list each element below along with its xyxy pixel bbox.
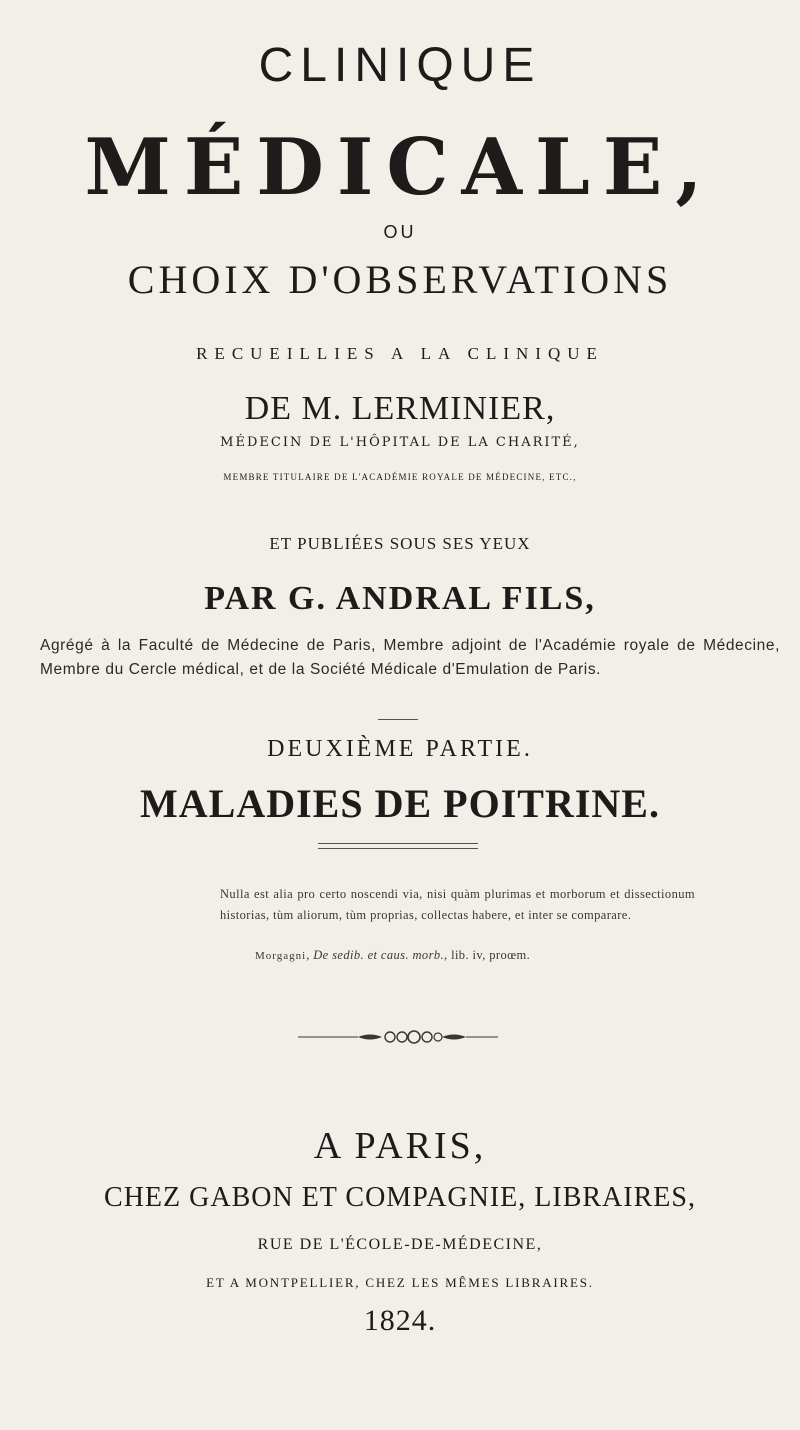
epigraph-citation: Morgagni, De sedib. et caus. morb., lib. iv, proœm.: [255, 948, 531, 962]
imprint-publisher: CHEZ GABON ET COMPAGNIE, LIBRAIRES,: [104, 1182, 696, 1213]
epigraph-work: De sedib. et caus. morb.: [313, 948, 445, 962]
imprint-year: 1824.: [363, 1304, 437, 1337]
ornament-divider-icon: [298, 1029, 498, 1045]
title-line-2: MÉDICALE,: [84, 122, 716, 213]
physician-name: DE M. LERMINIER,: [244, 390, 556, 427]
double-rule-bottom: [318, 848, 478, 849]
author-name: PAR G. ANDRAL FILS,: [204, 580, 596, 617]
epigraph-author: Morgagni: [255, 950, 307, 962]
published-line: ET PUBLIÉES SOUS SES YEUX: [269, 534, 531, 553]
epigraph-reference: , lib. iv, proœm.: [444, 948, 531, 962]
collected-line: RECUEILLIES A LA CLINIQUE: [196, 344, 604, 363]
double-rule-top: [318, 843, 478, 844]
epigraph-text: Nulla est alia pro certo noscendi via, nisi quàm plurimas et morborum et dissectionum historias, tùm aliorum, tùm proprias, collectas habere, et inter se comparare.: [220, 887, 695, 922]
physician-role: MÉDECIN DE L'HÔPITAL DE LA CHARITÉ,: [220, 435, 580, 450]
imprint-city: A PARIS,: [313, 1125, 487, 1167]
title-conjunction: OU: [383, 222, 417, 242]
part-number: DEUXIÈME PARTIE.: [267, 736, 533, 762]
short-divider: [378, 719, 418, 720]
title-line-1: CLINIQUE: [258, 39, 542, 92]
part-title: MALADIES DE POITRINE.: [140, 781, 660, 826]
physician-membership: MEMBRE TITULAIRE DE L'ACADÉMIE ROYALE DE MÉDECINE, ETC.,: [223, 472, 577, 482]
author-affiliation: Agrégé à la Faculté de Médecine de Paris, Membre adjoint de l'Académie royale de Médecine, Membre du Cercle médical, et de la Société Médicale d'Emulation de Paris.: [40, 637, 780, 678]
imprint-second-city: ET A MONTPELLIER, CHEZ LES MÊMES LIBRAIRES.: [206, 1275, 594, 1290]
subtitle: CHOIX D'OBSERVATIONS: [127, 257, 673, 302]
imprint-street: RUE DE L'ÉCOLE-DE-MÉDECINE,: [257, 1236, 543, 1253]
